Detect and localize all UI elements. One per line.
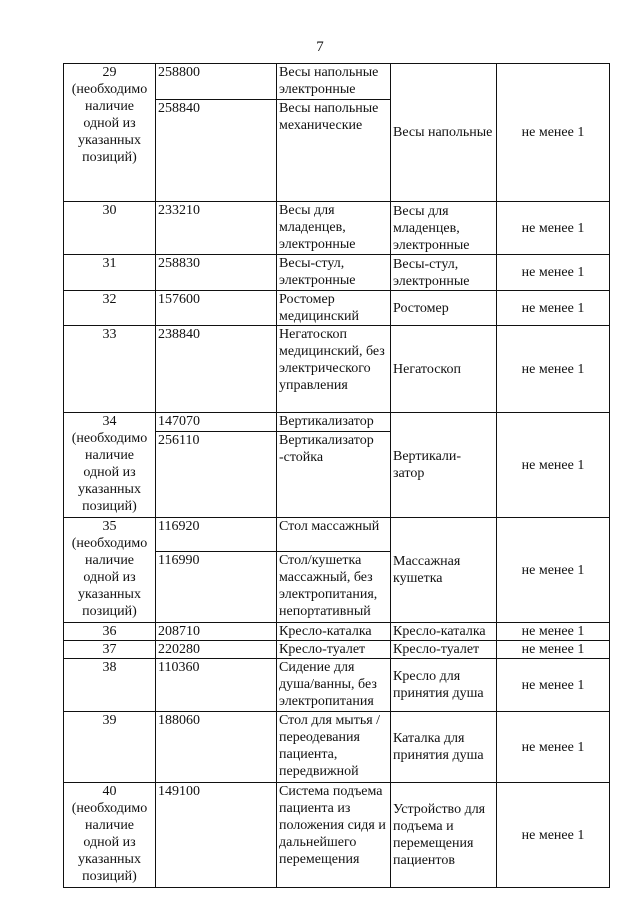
table-row <box>64 623 610 641</box>
row-number: 39 <box>64 712 156 783</box>
equipment-name: Ростомер медицинский <box>277 291 391 326</box>
table-row <box>64 255 610 291</box>
equipment-name: Негатоскоп медицинский, без электрического управления <box>277 326 391 413</box>
equipment-kind: Вертикали- затор <box>391 413 497 518</box>
required-quantity: не менее 1 <box>497 202 610 255</box>
equipment-code: 116920 <box>156 518 277 552</box>
equipment-code: 188060 <box>156 712 277 783</box>
required-quantity: не менее 1 <box>497 623 610 641</box>
equipment-name: Весы напольные механические <box>277 100 391 202</box>
equipment-name: Стол массажный <box>277 518 391 552</box>
table-row <box>64 712 610 783</box>
equipment-kind: Кресло-туалет <box>391 641 497 659</box>
required-quantity: не менее 1 <box>497 413 610 518</box>
equipment-name: Сидение для душа/ванны, без электропитания <box>277 659 391 712</box>
equipment-kind: Ростомер <box>391 291 497 326</box>
page-number: 7 <box>316 39 324 55</box>
equipment-kind: Кресло для принятия душа <box>391 659 497 712</box>
equipment-code: 256110 <box>156 432 277 518</box>
equipment-code: 149100 <box>156 783 277 888</box>
required-quantity: не менее 1 <box>497 641 610 659</box>
required-quantity: не менее 1 <box>497 326 610 413</box>
row-number: 34 (необходимо наличие одной из указанных позиций) <box>64 413 156 518</box>
required-quantity: не менее 1 <box>497 518 610 623</box>
equipment-code: 258840 <box>156 100 277 202</box>
table-row <box>64 659 610 712</box>
required-quantity: не менее 1 <box>497 291 610 326</box>
required-quantity: не менее 1 <box>497 659 610 712</box>
equipment-name: Весы-стул, электронные <box>277 255 391 291</box>
equipment-name: Вертикализатор -стойка <box>277 432 391 518</box>
equipment-name: Стол/кушетка массажный, без электропитания, непортативный <box>277 552 391 623</box>
required-quantity: не менее 1 <box>497 783 610 888</box>
equipment-kind: Устройство для подъема и перемещения пациентов <box>391 783 497 888</box>
table-row <box>64 64 610 100</box>
row-number: 33 <box>64 326 156 413</box>
required-quantity: не менее 1 <box>497 712 610 783</box>
equipment-code: 157600 <box>156 291 277 326</box>
row-number: 30 <box>64 202 156 255</box>
table-row <box>64 413 610 432</box>
required-quantity: не менее 1 <box>497 64 610 202</box>
equipment-code: 258830 <box>156 255 277 291</box>
equipment-kind: Весы напольные <box>391 64 497 202</box>
row-number: 29 (необходимо наличие одной из указанных позиций) <box>64 64 156 202</box>
equipment-name: Весы для младенцев, электронные <box>277 202 391 255</box>
equipment-code: 258800 <box>156 64 277 100</box>
table-row <box>64 518 610 552</box>
equipment-kind: Кресло-каталка <box>391 623 497 641</box>
equipment-name: Вертикализатор <box>277 413 391 432</box>
equipment-code: 110360 <box>156 659 277 712</box>
equipment-kind: Весы для младенцев, электронные <box>391 202 497 255</box>
equipment-name: Кресло-каталка <box>277 623 391 641</box>
equipment-code: 233210 <box>156 202 277 255</box>
row-number: 36 <box>64 623 156 641</box>
row-number: 31 <box>64 255 156 291</box>
equipment-name: Стол для мытья /переодевания пациента, передвижной <box>277 712 391 783</box>
equipment-code: 116990 <box>156 552 277 623</box>
table-row <box>64 291 610 326</box>
row-number: 32 <box>64 291 156 326</box>
equipment-kind: Негатоскоп <box>391 326 497 413</box>
row-number: 40 (необходимо наличие одной из указанных позиций) <box>64 783 156 888</box>
equipment-code: 238840 <box>156 326 277 413</box>
row-number: 37 <box>64 641 156 659</box>
equipment-kind: Каталка для принятия душа <box>391 712 497 783</box>
table-row <box>64 326 610 413</box>
table-row <box>64 202 610 255</box>
row-number: 38 <box>64 659 156 712</box>
equipment-kind: Массажная кушетка <box>391 518 497 623</box>
required-quantity: не менее 1 <box>497 255 610 291</box>
equipment-code: 208710 <box>156 623 277 641</box>
equipment-name: Система подъема пациента из положения сидя и дальнейшего перемещения <box>277 783 391 888</box>
equipment-name: Весы напольные электронные <box>277 64 391 100</box>
equipment-table <box>63 63 610 888</box>
row-number: 35 (необходимо наличие одной из указанных позиций) <box>64 518 156 623</box>
equipment-code: 220280 <box>156 641 277 659</box>
equipment-code: 147070 <box>156 413 277 432</box>
table-row <box>64 641 610 659</box>
table-row <box>64 783 610 888</box>
equipment-kind: Весы-стул, электронные <box>391 255 497 291</box>
equipment-name: Кресло-туалет <box>277 641 391 659</box>
